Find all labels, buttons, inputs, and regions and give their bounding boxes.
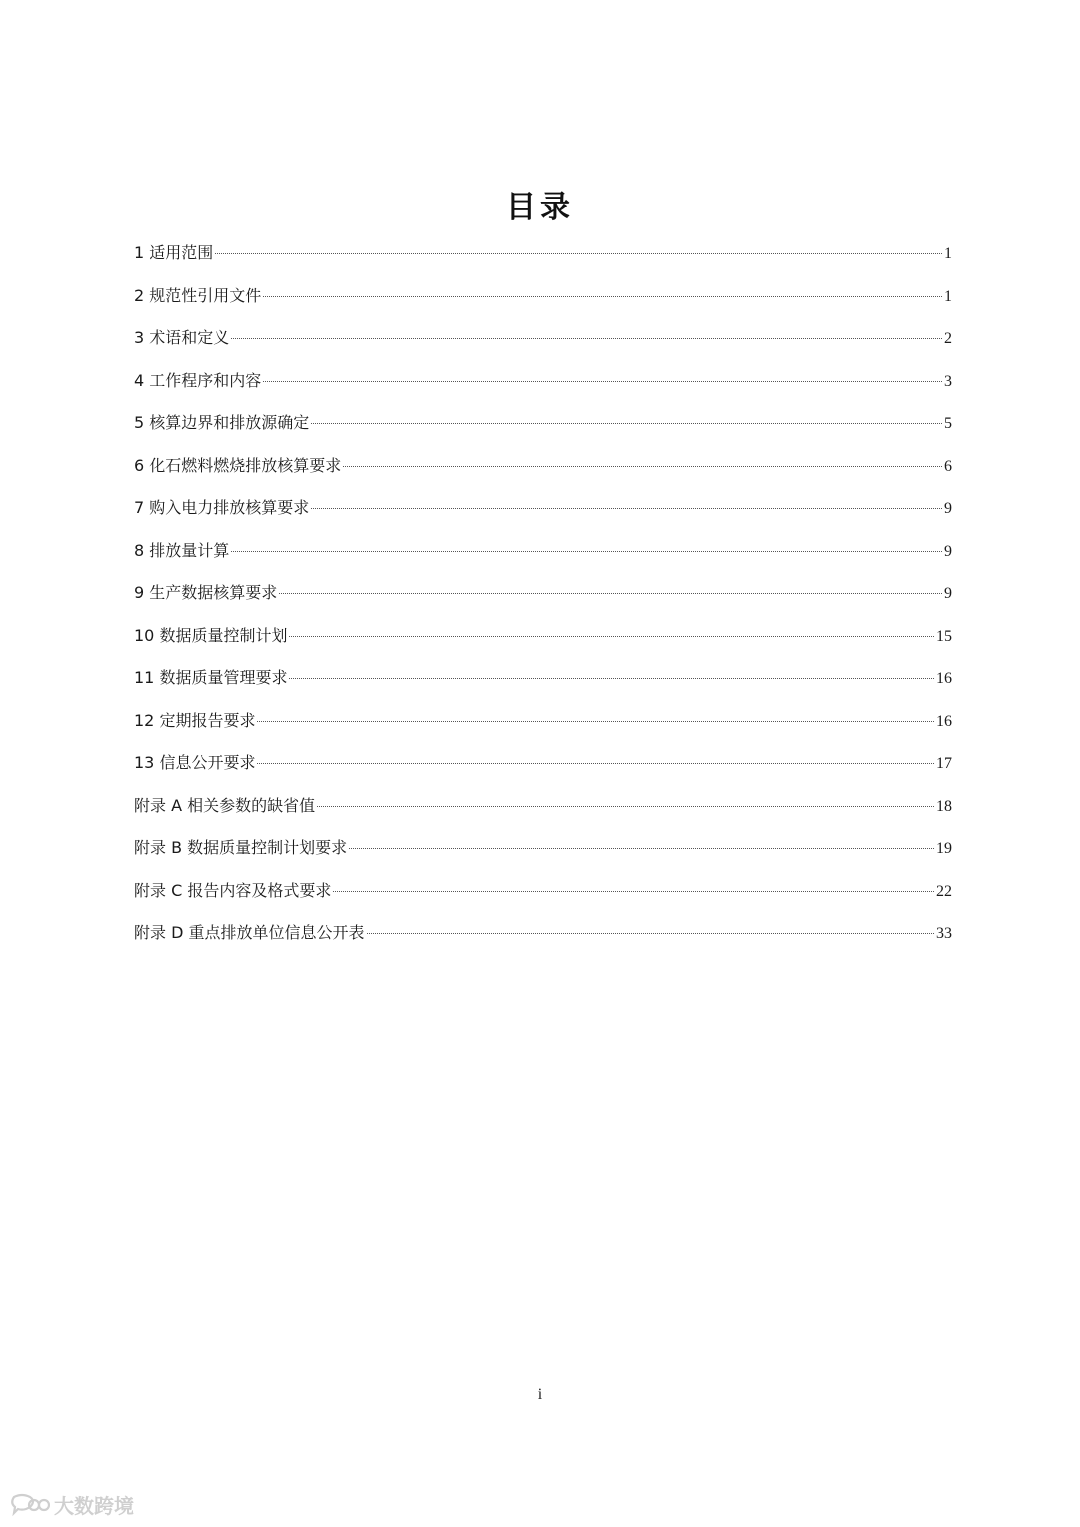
toc-entry[interactable]: [134, 240, 952, 283]
toc-title: 目录: [506, 190, 574, 225]
page-number: i: [537, 1386, 543, 1403]
toc-dot-leader: [231, 551, 942, 552]
toc-entry[interactable]: [134, 750, 952, 793]
toc-entry-label: 附录 D 重点排放单位信息公开表: [134, 923, 365, 942]
toc-entry[interactable]: [134, 623, 952, 666]
toc-entry[interactable]: [134, 283, 952, 326]
toc-entry-label: 5 核算边界和排放源确定: [134, 413, 310, 432]
toc-entry[interactable]: [134, 453, 952, 496]
toc-entry[interactable]: [134, 410, 952, 453]
toc-entry-page: 15: [936, 627, 952, 645]
toc-dot-leader: [263, 381, 942, 382]
toc-dot-leader: [349, 848, 934, 849]
toc-entry-label: 7 购入电力排放核算要求: [134, 498, 310, 517]
toc-entry-label: 3 术语和定义: [134, 328, 230, 347]
toc-entry-label: 附录 B 数据质量控制计划要求: [134, 838, 348, 857]
toc-entry-label: 6 化石燃料燃烧排放核算要求: [134, 455, 342, 475]
toc-entry[interactable]: [134, 325, 952, 368]
toc-entry-page: 22: [936, 882, 952, 900]
toc-dot-leader: [289, 636, 934, 637]
toc-entry-page: 33: [936, 925, 952, 942]
toc-entry-label: 13 信息公开要求: [134, 753, 256, 772]
toc-dot-leader: [215, 253, 942, 254]
toc-entry-page: 16: [936, 670, 952, 687]
toc-entry-page: 2: [944, 330, 952, 347]
toc-entry-label: 8 排放量计算: [134, 540, 230, 560]
toc-entry[interactable]: [134, 793, 952, 836]
toc-entry[interactable]: [134, 580, 952, 623]
toc-entry-page: 16: [936, 712, 952, 730]
toc-entry-page: 9: [944, 542, 952, 560]
toc-entry[interactable]: [134, 835, 952, 878]
toc-dot-leader: [289, 678, 934, 679]
toc-dot-leader: [231, 338, 942, 339]
toc-dot-leader: [367, 933, 935, 934]
toc-entry[interactable]: [134, 665, 952, 708]
toc-entry[interactable]: [134, 495, 952, 538]
toc-entry[interactable]: [134, 920, 952, 963]
watermark-text: 大数跨境: [54, 1494, 134, 1518]
toc-dot-leader: [343, 466, 942, 467]
toc-list: [134, 240, 952, 963]
toc-entry-page: 18: [936, 797, 952, 815]
toc-entry-page: 9: [944, 500, 952, 517]
toc-entry-page: 6: [944, 457, 952, 475]
toc-entry-page: 5: [944, 415, 952, 432]
toc-entry-label: 附录 A 相关参数的缺省值: [134, 795, 316, 815]
toc-entry-label: 4 工作程序和内容: [134, 370, 262, 390]
watermark: [10, 1490, 134, 1519]
toc-dot-leader: [317, 806, 934, 807]
toc-dot-leader: [311, 423, 942, 424]
toc-dot-leader: [257, 721, 934, 722]
toc-entry-label: 10 数据质量控制计划: [134, 625, 288, 645]
toc-dot-leader: [311, 508, 942, 509]
toc-entry[interactable]: [134, 368, 952, 411]
toc-entry-page: 19: [936, 840, 952, 857]
chat-bubble-logo-icon: [10, 1493, 50, 1517]
toc-entry[interactable]: [134, 538, 952, 581]
toc-entry-label: 附录 C 报告内容及格式要求: [134, 880, 332, 900]
toc-entry[interactable]: [134, 708, 952, 751]
toc-entry-label: 1 适用范围: [134, 243, 214, 262]
toc-dot-leader: [257, 763, 934, 764]
toc-dot-leader: [279, 593, 942, 594]
toc-entry-page: 1: [944, 287, 952, 305]
toc-entry-label: 9 生产数据核算要求: [134, 583, 278, 602]
toc-entry[interactable]: [134, 878, 952, 921]
toc-dot-leader: [263, 296, 942, 297]
toc-entry-page: 1: [944, 245, 952, 262]
toc-dot-leader: [333, 891, 934, 892]
toc-entry-label: 12 定期报告要求: [134, 710, 256, 730]
toc-entry-label: 11 数据质量管理要求: [134, 668, 288, 687]
toc-entry-label: 2 规范性引用文件: [134, 285, 262, 305]
toc-entry-page: 9: [944, 585, 952, 602]
toc-entry-page: 17: [936, 755, 952, 772]
toc-entry-page: 3: [944, 372, 952, 390]
